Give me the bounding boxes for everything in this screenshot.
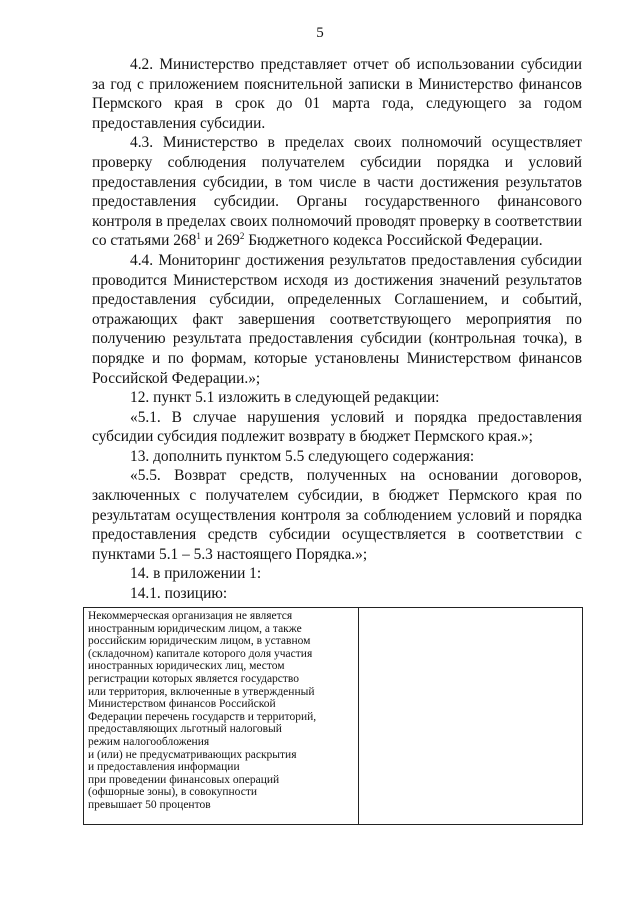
article-269-superscript: 2	[239, 231, 245, 242]
table-cell-line: (офшорные зоны), в совокупности	[88, 786, 257, 799]
table-cell-line: при проведении финансовых операций	[88, 773, 280, 786]
table-cell-line: или территория, включенные в утвержденный	[88, 685, 315, 698]
paragraph-5-5: «5.5. Возврат средств, полученных на основании договоров, заключенных с получателем субсидии, в бюджет Пермского края по результатам осуществления контроля за соблюдением условий и порядка предоставления средств субсидии осуществляется в соответствии с пунктами 5.1 – 5.3 настоящего Порядка.»;	[92, 467, 582, 563]
table-cell-line: (складочном) капитале которого доля участия	[88, 647, 313, 660]
paragraph-4-2: 4.2. Министерство представляет отчет об использовании субсидии за год с приложением пояснительной записки в Министерство финансов Пермского края в срок до 01 марта года, следующего за годом предоставления субсидии.	[92, 56, 582, 132]
table-cell-line: Федерации перечень государств и территорий,	[88, 710, 317, 723]
table-cell-line: российским юридическим лицом, в уставном	[88, 635, 311, 648]
paragraph-4-3	[92, 133, 582, 251]
paragraph-item-14-1: 14.1. позицию:	[130, 585, 228, 603]
table-cell-line: и предоставления информации	[88, 761, 240, 774]
paragraph-item-13: 13. дополнить пунктом 5.5 следующего содержания:	[130, 447, 475, 465]
table-cell-line: иностранных юридических лиц, местом	[88, 660, 285, 673]
table-cell-left	[84, 608, 359, 824]
paragraph-4-3-text: 4.3. Министерство в пределах своих полномочий осуществляет проверку соблюдения получателем субсидии порядка и условий предоставления субсидии, в том числе в части достижения результатов предоставления субсидии. Органы государственного финансового контроля в пределах своих полномочий проводят проверку в соответствии со статьями	[92, 134, 582, 250]
position-table	[83, 607, 583, 825]
paragraph-5-1: «5.1. В случае нарушения условий и порядка предоставления субсидии субсидия подлежит возврату в бюджет Пермского края.»;	[92, 408, 582, 446]
page-number: 5	[316, 25, 324, 41]
paragraph-4-3-tail: Бюджетного кодекса Российской Федерации.	[244, 232, 543, 250]
paragraph-item-12: 12. пункт 5.1 изложить в следующей редакции:	[130, 389, 440, 407]
article-conjunction: и	[200, 232, 217, 250]
article-269: 269	[216, 232, 240, 250]
table-cell-line: регистрации которых является государство	[88, 672, 300, 685]
table-cell-line: режим налогообложения	[88, 735, 210, 748]
table-cell-line: Министерством финансов Российской	[88, 698, 276, 711]
paragraph-item-14: 14. в приложении 1:	[130, 565, 262, 583]
paragraph-4-4: 4.4. Мониторинг достижения результатов предоставления субсидии проводится Министерством исходя из достижения значений результатов предоставления субсидии, определенных Соглашением, и событий, отражающих факт завершения соответствующего мероприятия по получению результата предоставления субсидии (контрольная точка), в порядке и по формам, которые установлены Министерством финансов Российской Федерации.»;	[92, 251, 582, 387]
document-body	[92, 55, 582, 604]
table-cell-line: Некоммерческая организация не является	[88, 610, 293, 622]
article-268: 268	[173, 232, 197, 250]
table-cell-line: превышает 50 процентов	[88, 798, 211, 811]
table-cell-line: и (или) не предусматривающих раскрытия	[88, 748, 297, 761]
table-cell-right	[359, 608, 582, 824]
table-cell-line: иностранным юридическим лицом, а также	[88, 622, 302, 635]
table-cell-line: предоставляющих льготный налоговый	[88, 723, 282, 736]
article-268-superscript: 1	[196, 231, 201, 242]
